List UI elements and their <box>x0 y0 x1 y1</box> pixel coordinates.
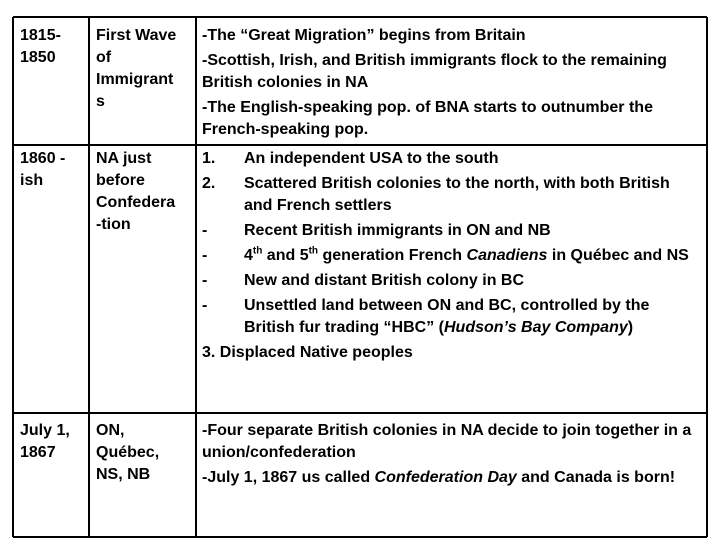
row2-list-item <box>202 220 692 242</box>
list-marker: 2. <box>202 175 216 192</box>
list-marker: 1. <box>202 150 216 167</box>
row2-list-item <box>202 295 692 339</box>
row2-list-item <box>202 148 692 170</box>
row3-desc-line: -July 1, 1867 us called Confederation Day and Canada is born! <box>202 469 676 486</box>
list-item-text: Recent British immigrants in ON and NB <box>244 222 551 239</box>
row1-description <box>202 25 692 141</box>
row1-period-line: of <box>96 49 112 66</box>
row1-period-line: s <box>96 93 105 110</box>
row3-period-line: NS, NB <box>96 466 151 483</box>
list-marker: - <box>202 297 208 314</box>
row2-list-item <box>202 270 692 292</box>
list-marker: - <box>202 272 208 289</box>
row1-date <box>20 25 82 69</box>
row2-date-line: ish <box>20 172 44 189</box>
row2-date <box>20 148 82 192</box>
row2-list-item <box>202 173 692 217</box>
row2-period-line: -tion <box>96 216 131 233</box>
row1-period-line: First Wave <box>96 27 177 44</box>
list-item-text: Unsettled land between ON and BC, controlled by the British fur trading “HBC” (Hudson’s Bay Company) <box>244 297 650 336</box>
list-item-text: Scattered British colonies to the north, with both British and French settlers <box>244 175 670 214</box>
row2-period-line: before <box>96 172 145 189</box>
row2-period <box>96 148 196 236</box>
row2-list-item <box>202 245 692 267</box>
row1-desc-line: -The “Great Migration” begins from Britain <box>202 27 526 44</box>
row3-period <box>96 420 196 486</box>
row2-period-line: NA just <box>96 150 152 167</box>
row1-date-line: 1850 <box>20 49 56 66</box>
row3-period-line: Québec, <box>96 444 160 461</box>
row3-desc-line: -Four separate British colonies in NA decide to join together in a union/confederation <box>202 422 692 461</box>
row3-date <box>20 420 82 464</box>
row2-footer: 3. Displaced Native peoples <box>202 344 413 361</box>
row2-date-line: 1860 - <box>20 150 66 167</box>
list-item-text: New and distant British colony in BC <box>244 272 525 289</box>
list-marker: - <box>202 222 208 239</box>
row1-period <box>96 25 196 113</box>
row3-period-line: ON, <box>96 422 125 439</box>
row3-date-line: 1867 <box>20 444 56 461</box>
row2-period-line: Confedera <box>96 194 176 211</box>
row1-date-line: 1815- <box>20 27 61 44</box>
row1-period-line: Immigrant <box>96 71 174 88</box>
list-marker: - <box>202 247 208 264</box>
row1-desc-line: -Scottish, Irish, and British immigrants flock to the remaining British colonies in NA <box>202 52 667 91</box>
row1-desc-line: -The English-speaking pop. of BNA starts to outnumber the French-speaking pop. <box>202 99 653 138</box>
row2-description <box>202 148 692 364</box>
row3-date-line: July 1, <box>20 422 70 439</box>
list-item-text: An independent USA to the south <box>244 150 499 167</box>
list-item-text: 4th and 5th generation French Canadiens in Québec and NS <box>244 245 689 264</box>
row3-description <box>202 420 692 489</box>
